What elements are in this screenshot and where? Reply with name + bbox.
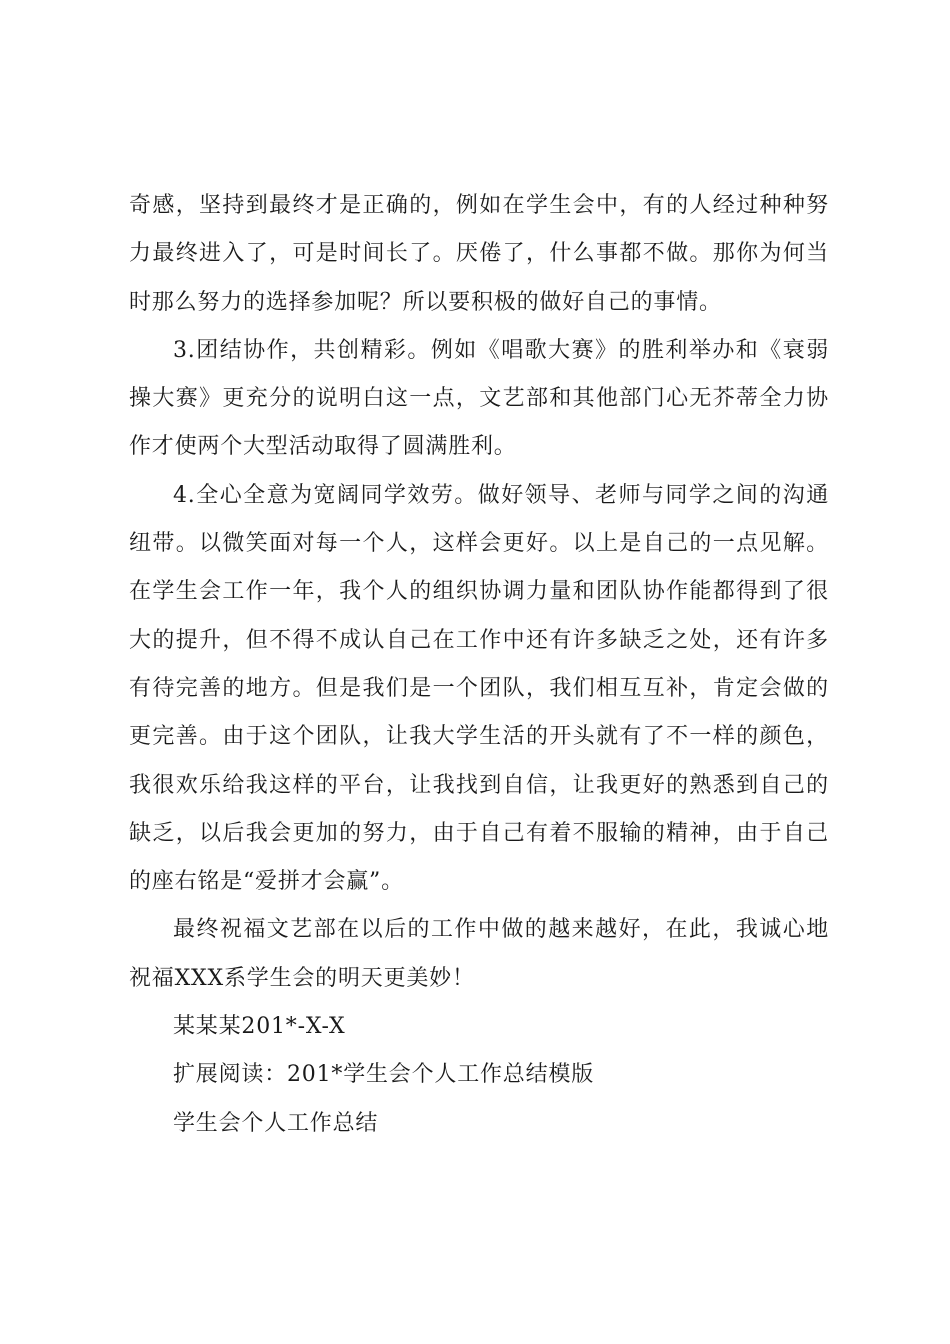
paragraph-closing-wish: 最终祝福文艺部在以后的工作中做的越来越好，在此，我诚心地祝福XXX系学生会的明天更美妙！ (129, 917, 829, 991)
paragraph-service: 4.全心全意为宽阔同学效劳。做好领导、老师与同学之间的沟通纽带。以微笑面对每一个人，这样会更好。以上是自己的一点见解。在学生会工作一年，我个人的组织协调力量和团队协作能都得到了很大的提升，但不得不成认自己在工作中还有许多缺乏之处，还有许多有待完善的地方。但是我们是一个团队，我们相互互补，肯定会做的更完善。由于这个团队，让我大学生活的开头就有了不一样的颜色，我很欢乐给我这样的平台，让我找到自信，让我更好的熟悉到自己的缺乏，以后我会更加的努力，由于自己有着不服输的精神，由于自己的座右铭是“爱拼才会赢”。 (129, 482, 829, 895)
extended-reading-line: 扩展阅读：201*学生会个人工作总结模版 (173, 1062, 594, 1088)
paragraph-teamwork: 3.团结协作，共创精彩。例如《唱歌大赛》的胜利举办和《衰弱操大赛》更充分的说明白这一点，文艺部和其他部门心无芥蒂全力协作才使两个大型活动取得了圆满胜利。 (129, 337, 829, 460)
document-body (129, 182, 829, 1148)
next-section-title: 学生会个人工作总结 (173, 1110, 379, 1136)
paragraph-continuation: 奇感，坚持到最终才是正确的，例如在学生会中，有的人经过种种努力最终进入了，可是时间长了。厌倦了，什么事都不做。那你为何当时那么努力的选择参加呢？所以要积极的做好自己的事情。 (129, 193, 829, 315)
signature-line: 某某某201*-X-X (173, 1014, 346, 1040)
